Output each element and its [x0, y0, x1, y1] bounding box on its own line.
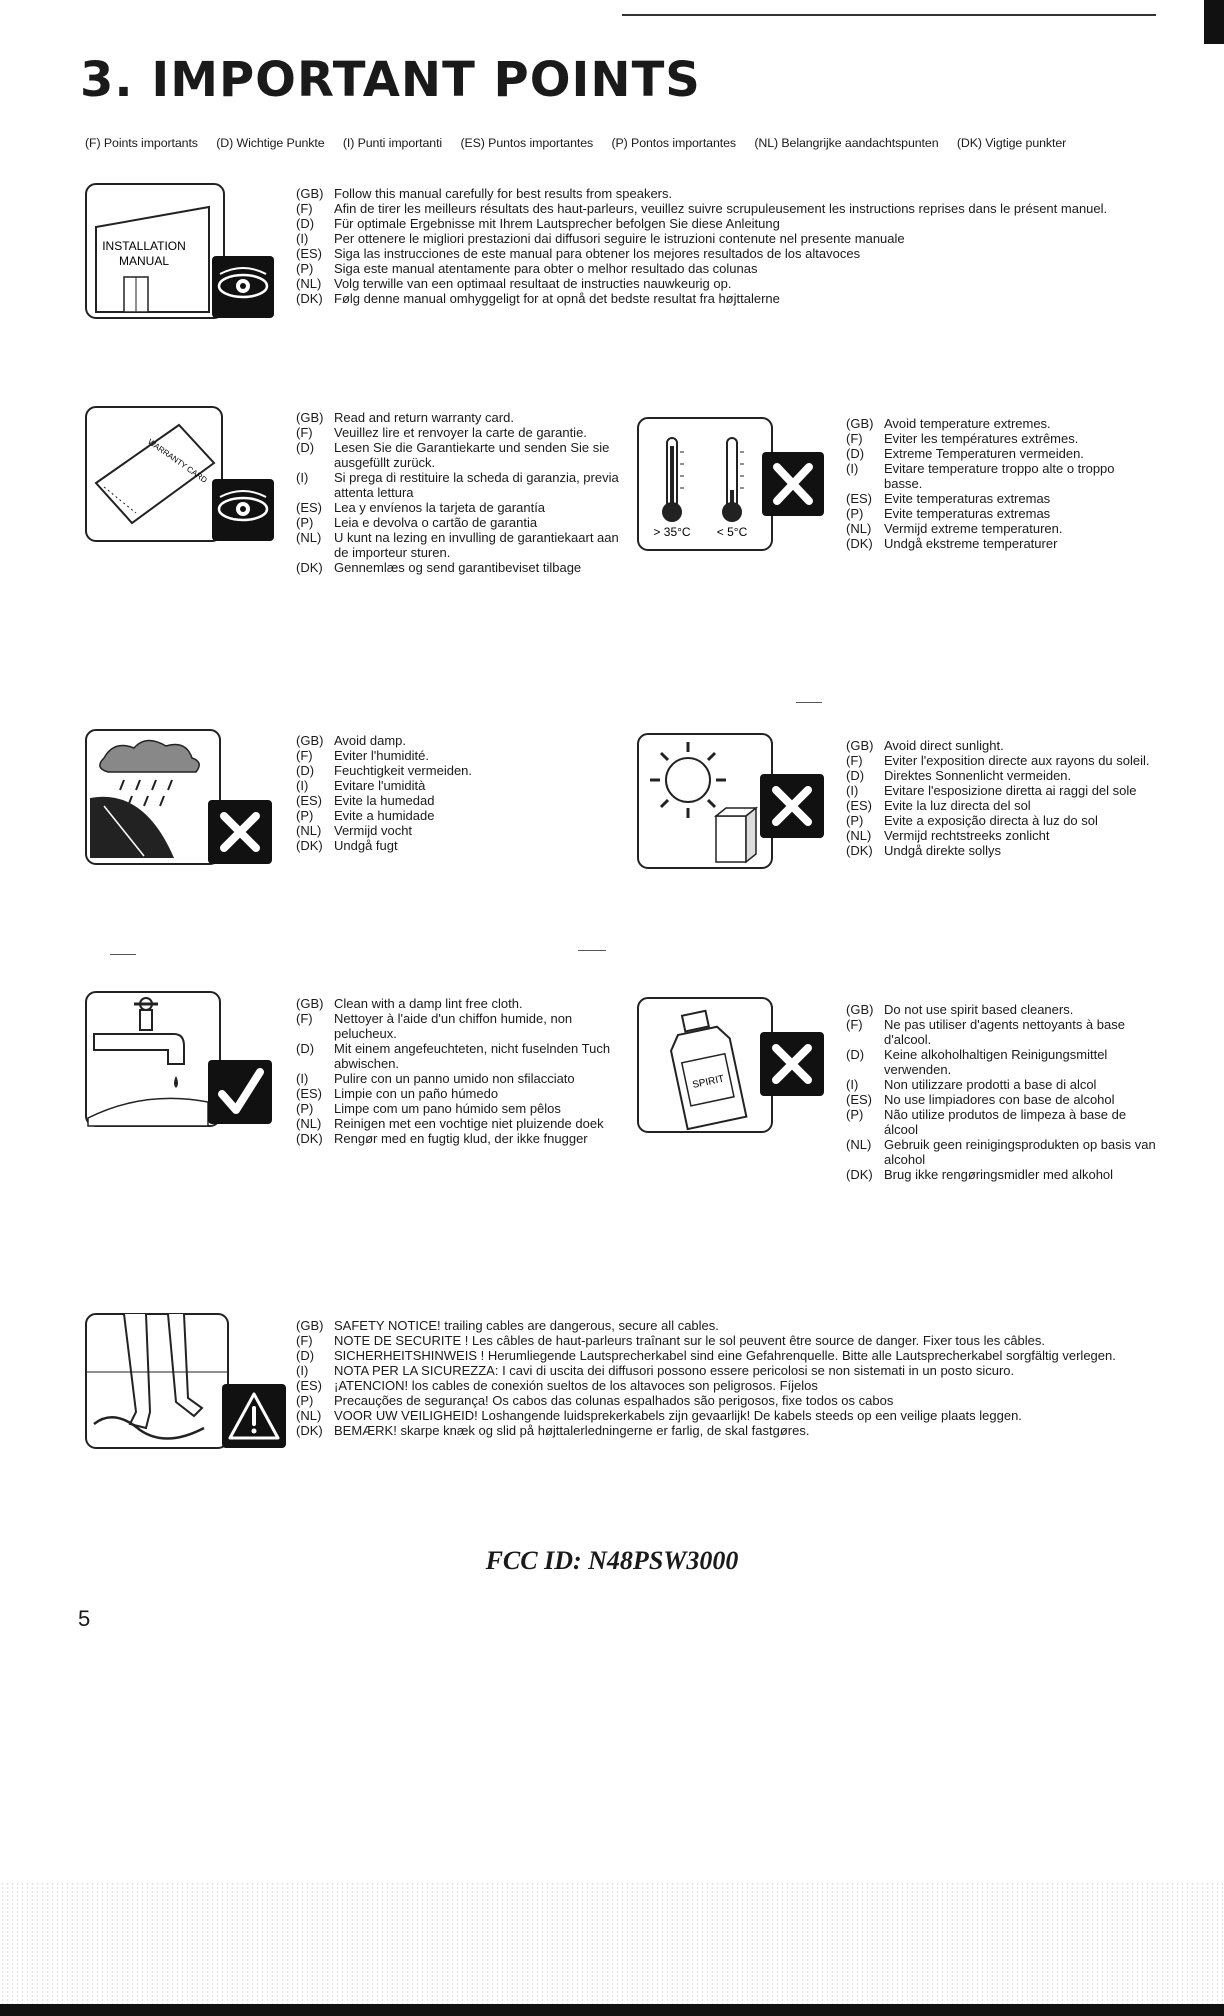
- instruction-row: [846, 461, 1146, 491]
- lang-code: (D): [296, 440, 315, 455]
- lang-code: (P): [296, 261, 314, 276]
- stray-mark: [578, 950, 606, 951]
- lang-code: (F): [846, 1017, 863, 1032]
- language-item: (D) Wichtige Punkte: [216, 136, 325, 150]
- instruction-text: BEMÆRK! skarpe knæk og slid på højttalerledningerne er farlig, de skal fastgøres.: [334, 1423, 810, 1438]
- instruction-row: [296, 1011, 616, 1041]
- lang-code: (I): [296, 231, 309, 246]
- instruction-row: [296, 1378, 1146, 1393]
- lang-code: (DK): [296, 838, 323, 853]
- instruction-row: [846, 446, 1146, 461]
- safety-illustration: [84, 1312, 288, 1452]
- instruction-row: [846, 506, 1146, 521]
- instruction-row: [296, 515, 626, 530]
- instruction-row: [846, 798, 1156, 813]
- instruction-row: [296, 1348, 1146, 1363]
- cleaning-instructions: [296, 996, 616, 1146]
- lang-code: (ES): [846, 491, 872, 506]
- instruction-text: Evite temperaturas extremas: [884, 506, 1051, 521]
- temperature-illustration: [636, 412, 828, 554]
- lang-code: (D): [296, 216, 315, 231]
- lang-code: (I): [296, 778, 309, 793]
- instruction-text: Avoid temperature extremes.: [884, 416, 1051, 431]
- fcc-id: FCC ID: N48PSW3000: [485, 1546, 739, 1575]
- instruction-text: Read and return warranty card.: [334, 410, 514, 425]
- lang-code: (NL): [296, 1408, 322, 1423]
- instruction-text: Pulire con un panno umido non sfilacciato: [334, 1071, 575, 1086]
- instruction-text: Direktes Sonnenlicht vermeiden.: [884, 768, 1072, 783]
- instruction-text: Follow this manual carefully for best results from speakers.: [334, 186, 673, 201]
- instruction-row: [846, 828, 1156, 843]
- instruction-text: Evitare temperature troppo alte o troppo basse.: [884, 461, 1115, 491]
- instruction-text: Undgå direkte sollys: [884, 843, 1002, 858]
- manual-label-1: INSTALLATION: [102, 239, 186, 253]
- lang-code: (I): [296, 1071, 309, 1086]
- instruction-text: Evitare l'umidità: [334, 778, 426, 793]
- instruction-row: [296, 410, 626, 425]
- lang-code: (GB): [846, 1002, 874, 1017]
- instruction-text: Evite temperaturas extremas: [884, 491, 1051, 506]
- lang-code: (GB): [296, 1318, 324, 1333]
- instruction-row: [296, 808, 616, 823]
- language-item: (NL) Belangrijke aandachtspunten: [754, 136, 939, 150]
- instruction-text: SICHERHEITSHINWEIS ! Herumliegende Lautsprecherkabel sind eine Gefahrenquelle. Bitte alle Lautsprecherkabel sorgfältig verlegen.: [334, 1348, 1116, 1363]
- instruction-text: Für optimale Ergebnisse mit Ihrem Lautsprecher befolgen Sie diese Anleitung: [334, 216, 780, 231]
- lang-code: (P): [296, 1393, 314, 1408]
- instruction-row: [296, 1423, 1146, 1438]
- instruction-text: Ne pas utiliser d'agents nettoyants à base d'alcool.: [884, 1017, 1125, 1047]
- instruction-row: [296, 425, 626, 440]
- instruction-row: [846, 843, 1156, 858]
- lang-code: (P): [296, 1101, 314, 1116]
- language-item: (DK) Vigtige punkter: [956, 136, 1067, 150]
- instruction-text: Mit einem angefeuchteten, nicht fuselnden Tuch abwischen.: [334, 1041, 611, 1071]
- instruction-text: Non utilizzare prodotti a base di alcol: [884, 1077, 1097, 1092]
- lang-code: (P): [846, 506, 864, 521]
- instruction-text: Evite a exposição directa à luz do sol: [884, 813, 1098, 828]
- manual-instructions: [296, 186, 1146, 306]
- instruction-row: [296, 763, 616, 778]
- lang-code: (P): [846, 1107, 864, 1122]
- instruction-text: ¡ATENCION! los cables de conexión sueltos de los altavoces son peligrosos. Fíjelos: [334, 1378, 818, 1393]
- instruction-row: [846, 1092, 1156, 1107]
- temp-hot-label: > 35°C: [653, 525, 691, 539]
- instruction-row: [846, 1002, 1156, 1017]
- lang-code: (NL): [846, 521, 872, 536]
- bottom-edge: [0, 2004, 1224, 2016]
- instruction-row: [296, 1041, 616, 1071]
- instruction-text: Extreme Temperaturen vermeiden.: [884, 446, 1084, 461]
- instruction-row: [296, 1131, 616, 1146]
- sunlight-illustration: [636, 732, 828, 872]
- page-number: 5: [78, 1606, 91, 1631]
- lang-code: (DK): [296, 1131, 323, 1146]
- instruction-row: [846, 738, 1156, 753]
- instruction-row: [846, 753, 1156, 768]
- instruction-row: [296, 500, 626, 515]
- instruction-text: Følg denne manual omhyggeligt for at opnå det bedste resultat fra højttalerne: [334, 291, 780, 306]
- lang-code: (I): [846, 783, 859, 798]
- instruction-text: Per ottenere le migliori prestazioni dai diffusori seguire le istruzioni contenute nel presente manuale: [334, 231, 905, 246]
- lang-code: (P): [296, 808, 314, 823]
- lang-code: (ES): [296, 1086, 322, 1101]
- instruction-text: Reinigen met een vochtige niet pluizende doek: [334, 1116, 604, 1131]
- instruction-text: Lea y envíenos la tarjeta de garantía: [334, 500, 546, 515]
- instruction-text: Precauções de segurança! Os cabos das colunas espalhados são perigosos, fixe todos os cabos: [334, 1393, 894, 1408]
- instruction-row: [296, 261, 1146, 276]
- instruction-row: [846, 783, 1156, 798]
- trailing-cable-warning-icon: [84, 1312, 288, 1452]
- instruction-text: U kunt na lezing en invulling de garantiekaart aan de importeur sturen.: [334, 530, 619, 560]
- instruction-row: [296, 1086, 616, 1101]
- instruction-text: Lesen Sie die Garantiekarte und senden Sie sie ausgefüllt zurück.: [334, 440, 610, 470]
- lang-code: (I): [846, 1077, 859, 1092]
- instruction-text: VOOR UW VEILIGHEID! Loshangende luidsprekerkabels zijn gevaarlijk! De kabels steeds op een veilige plaats leggen.: [334, 1408, 1022, 1423]
- instruction-row: [846, 521, 1146, 536]
- instruction-row: [846, 1167, 1156, 1182]
- sunlight-instructions: [846, 738, 1156, 858]
- instruction-row: [296, 530, 626, 560]
- instruction-row: [846, 1017, 1156, 1047]
- instruction-text: Gennemlæs og send garantibeviset tilbage: [334, 560, 582, 575]
- manual-label-2: MANUAL: [118, 254, 170, 268]
- instruction-row: [296, 793, 616, 808]
- instruction-text: Volg terwille van een optimaal resultaat de instructies nauwkeurig op.: [334, 276, 732, 291]
- lang-code: (D): [846, 768, 865, 783]
- instruction-text: Limpe com um pano húmido sem pêlos: [334, 1101, 561, 1116]
- instruction-text: Evitare l'esposizione diretta ai raggi del sole: [884, 783, 1137, 798]
- warranty-instructions: [296, 410, 626, 575]
- language-list: [85, 136, 1195, 150]
- warranty-label: WARRANTY CARD: [146, 437, 209, 485]
- instruction-text: NOTA PER LA SICUREZZA: I cavi di uscita dei diffusori possono essere pericolosi se non sistemati in un posto sicuro.: [334, 1363, 1015, 1378]
- instruction-text: No use limpiadores con base de alcohol: [884, 1092, 1115, 1107]
- corner-mark: [1204, 0, 1224, 44]
- instruction-text: Vermijd vocht: [334, 823, 413, 838]
- lang-code: (NL): [846, 828, 872, 843]
- instruction-row: [846, 1137, 1156, 1167]
- lang-code: (GB): [846, 738, 874, 753]
- lang-code: (I): [296, 470, 309, 485]
- instruction-text: Evite la humedad: [334, 793, 435, 808]
- instruction-row: [296, 186, 1146, 201]
- lang-code: (GB): [296, 410, 324, 425]
- instruction-row: [296, 1393, 1146, 1408]
- safety-instructions: [296, 1318, 1146, 1438]
- damp-instructions: [296, 733, 616, 853]
- spirit-label: SPIRIT: [691, 1073, 726, 1091]
- instruction-row: [296, 1116, 616, 1131]
- warranty-illustration: [84, 405, 276, 545]
- lang-code: (GB): [296, 996, 324, 1011]
- instruction-text: Do not use spirit based cleaners.: [884, 1002, 1074, 1017]
- instruction-row: [846, 768, 1156, 783]
- lang-code: (D): [296, 1348, 315, 1363]
- instruction-text: SAFETY NOTICE! trailing cables are dangerous, secure all cables.: [334, 1318, 719, 1333]
- language-item: (ES) Puntos importantes: [460, 136, 594, 150]
- lang-code: (DK): [296, 560, 323, 575]
- instruction-row: [296, 246, 1146, 261]
- lang-code: (D): [296, 1041, 315, 1056]
- lang-code: (F): [846, 431, 863, 446]
- instruction-text: NOTE DE SECURITE ! Les câbles de haut-parleurs traînant sur le sol peuvent être source de danger. Fixer tous les câbles.: [334, 1333, 1046, 1348]
- temperature-instructions: [846, 416, 1146, 551]
- top-rule: [622, 14, 1156, 16]
- instruction-text: Não utilize produtos de limpeza à base de álcool: [884, 1107, 1127, 1137]
- stray-mark: [110, 954, 136, 955]
- instruction-row: [296, 838, 616, 853]
- instruction-text: Undgå ekstreme temperaturer: [884, 536, 1058, 551]
- instruction-row: [296, 748, 616, 763]
- instruction-row: [296, 560, 626, 575]
- language-item: (I) Punti importanti: [342, 136, 443, 150]
- temp-cold-label: < 5°C: [716, 525, 748, 539]
- instruction-text: Nettoyer à l'aide d'un chiffon humide, non pelucheux.: [334, 1011, 573, 1041]
- instruction-row: [846, 1077, 1156, 1092]
- lang-code: (NL): [846, 1137, 872, 1152]
- instruction-text: Undgå fugt: [334, 838, 398, 853]
- instruction-text: Feuchtigkeit vermeiden.: [334, 763, 473, 778]
- instruction-text: Keine alkoholhaltigen Reinigungsmittel verwenden.: [884, 1047, 1108, 1077]
- instruction-text: Gebruik geen reinigingsprodukten op basis van alcohol: [884, 1137, 1156, 1167]
- lang-code: (ES): [296, 1378, 322, 1393]
- lang-code: (GB): [846, 416, 874, 431]
- instruction-text: Afin de tirer les meilleurs résultats des haut-parleurs, veuillez suivre scrupuleusement les instructions reprises dans le présent manuel.: [334, 201, 1108, 216]
- instruction-row: [846, 1047, 1156, 1077]
- lang-code: (F): [846, 753, 863, 768]
- lang-code: (P): [296, 515, 314, 530]
- lang-code: (F): [296, 1333, 313, 1348]
- scan-noise: [0, 1882, 1224, 2004]
- instruction-text: Vermijd rechtstreeks zonlicht: [884, 828, 1050, 843]
- instruction-row: [846, 813, 1156, 828]
- rain-umbrella-x-icon: [84, 728, 276, 868]
- instruction-row: [846, 416, 1146, 431]
- instruction-row: [296, 470, 626, 500]
- lang-code: (ES): [846, 798, 872, 813]
- lang-code: (F): [296, 425, 313, 440]
- instruction-text: Eviter l'humidité.: [334, 748, 429, 763]
- instruction-row: [846, 1107, 1156, 1137]
- instruction-text: Evite la luz directa del sol: [884, 798, 1031, 813]
- lang-code: (ES): [296, 246, 322, 261]
- tap-check-icon: [84, 990, 276, 1130]
- instruction-row: [296, 231, 1146, 246]
- instruction-text: Eviter les températures extrêmes.: [884, 431, 1079, 446]
- instruction-text: Veuillez lire et renvoyer la carte de garantie.: [334, 425, 587, 440]
- instruction-text: Eviter l'exposition directe aux rayons du soleil.: [884, 753, 1150, 768]
- sun-x-icon: [636, 732, 828, 872]
- instruction-text: Clean with a damp lint free cloth.: [334, 996, 523, 1011]
- lang-code: (NL): [296, 1116, 322, 1131]
- lang-code: (ES): [846, 1092, 872, 1107]
- spirit-illustration: [636, 996, 828, 1136]
- instruction-row: [296, 1318, 1146, 1333]
- instruction-row: [296, 1363, 1146, 1378]
- lang-code: (DK): [846, 843, 873, 858]
- manual-illustration: [84, 182, 276, 322]
- instruction-text: Leia e devolva o cartão de garantia: [334, 515, 538, 530]
- lang-code: (DK): [296, 1423, 323, 1438]
- instruction-row: [296, 216, 1146, 231]
- instruction-row: [296, 823, 616, 838]
- instruction-text: Rengør med en fugtig klud, der ikke fnugger: [334, 1131, 588, 1146]
- instruction-row: [846, 536, 1146, 551]
- lang-code: (ES): [296, 500, 322, 515]
- instruction-text: Si prega di restituire la scheda di garanzia, previa attenta lettura: [334, 470, 619, 500]
- spirit-instructions: [846, 1002, 1156, 1182]
- lang-code: (DK): [296, 291, 323, 306]
- lang-code: (I): [296, 1363, 309, 1378]
- damp-illustration: [84, 728, 276, 868]
- language-item: (P) Pontos importantes: [611, 136, 736, 150]
- instruction-row: [296, 1071, 616, 1086]
- lang-code: (P): [846, 813, 864, 828]
- warranty-eye-icon: [84, 405, 276, 545]
- thermometer-x-icon: [636, 412, 828, 554]
- lang-code: (ES): [296, 793, 322, 808]
- stray-mark: [796, 702, 822, 703]
- lang-code: (D): [846, 1047, 865, 1062]
- instruction-row: [296, 201, 1146, 216]
- instruction-text: Evite a humidade: [334, 808, 435, 823]
- instruction-row: [296, 1101, 616, 1116]
- lang-code: (GB): [296, 186, 324, 201]
- lang-code: (GB): [296, 733, 324, 748]
- lang-code: (F): [296, 1011, 313, 1026]
- instruction-text: Avoid damp.: [334, 733, 407, 748]
- manual-eye-icon: [84, 182, 276, 322]
- instruction-row: [846, 491, 1146, 506]
- instruction-text: Siga este manual atentamente para obter o melhor resultado das colunas: [334, 261, 758, 276]
- instruction-row: [296, 733, 616, 748]
- language-item: (F) Points importants: [85, 136, 198, 150]
- instruction-row: [296, 1333, 1146, 1348]
- spirit-bottle-x-icon: [636, 996, 828, 1136]
- instruction-text: Limpie con un paño húmedo: [334, 1086, 499, 1101]
- instruction-row: [296, 440, 626, 470]
- instruction-row: [296, 778, 616, 793]
- lang-code: (DK): [846, 1167, 873, 1182]
- lang-code: (DK): [846, 536, 873, 551]
- lang-code: (I): [846, 461, 859, 476]
- lang-code: (D): [296, 763, 315, 778]
- instruction-row: [296, 996, 616, 1011]
- lang-code: (F): [296, 748, 313, 763]
- cleaning-illustration: [84, 990, 276, 1130]
- lang-code: (D): [846, 446, 865, 461]
- instruction-row: [846, 431, 1146, 446]
- instruction-text: Brug ikke rengøringsmidler med alkohol: [884, 1167, 1114, 1182]
- instruction-row: [296, 1408, 1146, 1423]
- lang-code: (F): [296, 201, 313, 216]
- lang-code: (NL): [296, 530, 322, 545]
- instruction-text: Avoid direct sunlight.: [884, 738, 1004, 753]
- instruction-text: Vermijd extreme temperaturen.: [884, 521, 1063, 536]
- lang-code: (NL): [296, 823, 322, 838]
- instruction-text: Siga las instrucciones de este manual para obtener los mejores resultados de los altavoces: [334, 246, 861, 261]
- page-title: 3. IMPORTANT POINTS: [80, 52, 701, 108]
- instruction-row: [296, 291, 1146, 306]
- instruction-row: [296, 276, 1146, 291]
- lang-code: (NL): [296, 276, 322, 291]
